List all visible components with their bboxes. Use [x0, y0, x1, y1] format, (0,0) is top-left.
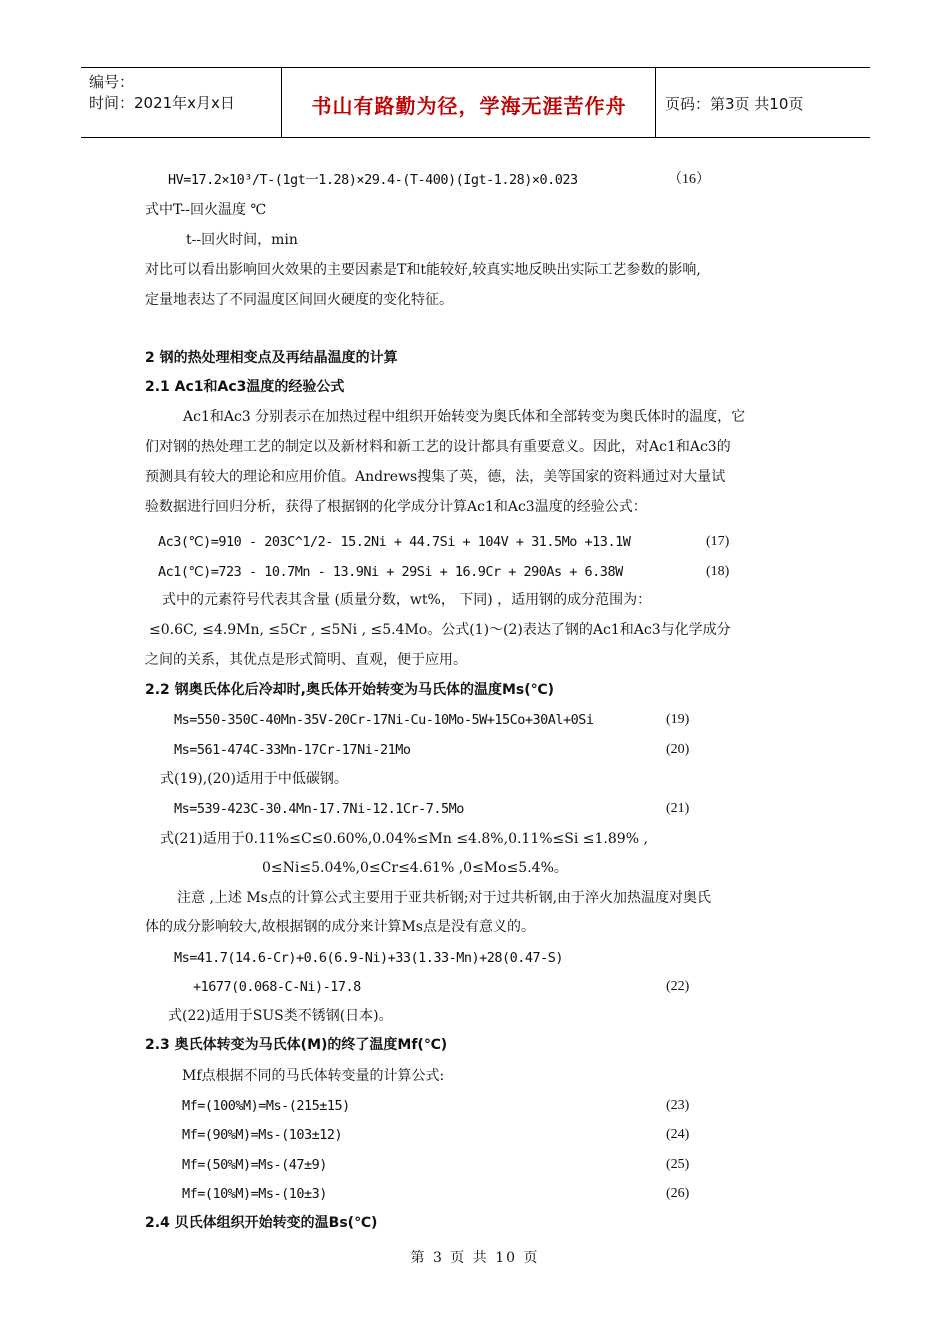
text-line: 式(22)适用于SUS类不锈钢(日本)。	[168, 1008, 393, 1024]
text-line: Mf点根据不同的马氏体转变量的计算公式:	[182, 1068, 445, 1084]
formula-17: Ac3(℃)=910 - 203C^1/2- 15.2Ni + 44.7Si + 104V + 31.5Mo +13.1W	[158, 534, 631, 550]
header-divider	[655, 68, 656, 137]
equation-number: (26)	[666, 1186, 690, 1201]
text-line: 对比可以看出影响回火效果的主要因素是T和t能较好,较真实地反映出实际工艺参数的影响,	[145, 262, 701, 278]
equation-number: (23)	[666, 1098, 690, 1113]
text-line: 式中T--回火温度 ℃	[145, 202, 267, 218]
text-line: Ac1和Ac3 分别表示在加热过程中组织开始转变为奥氏体和全部转变为奥氏体时的温度，它	[183, 409, 746, 425]
text-line: 式中的元素符号代表其含量 (质量分数，wt%， 下同) ，适用钢的成分范围为：	[162, 592, 652, 608]
formula-16: HV=17.2×10³/T-(1gt一1.28)×29.4-(T-400)(Igt-1.28)×0.023	[168, 172, 578, 188]
equation-number: (21)	[666, 801, 690, 816]
equation-number: (19)	[666, 712, 690, 727]
formula-22-continued: +1677(0.068-C-Ni)-17.8	[193, 979, 361, 995]
subsection-heading: 2.3 奥氏体转变为马氏体(M)的终了温度Mf(℃)	[145, 1037, 448, 1053]
text-line: 式(19),(20)适用于中低碳钢。	[160, 771, 348, 787]
equation-number: (18)	[706, 564, 730, 579]
equation-number: (22)	[666, 979, 690, 994]
text-line: 之间的关系，其优点是形式简明、直观，便于应用。	[145, 652, 467, 668]
subsection-heading: 2.2 钢奥氏体化后冷却时,奥氏体开始转变为马氏体的温度Ms(℃)	[145, 682, 555, 698]
formula-25: Mf=(50%M)=Ms-(47±9)	[182, 1157, 327, 1173]
equation-number: （16）	[668, 172, 710, 187]
formula-26: Mf=(10%M)=Ms-(10±3)	[182, 1186, 327, 1202]
page-header	[81, 67, 870, 138]
equation-number: (24)	[666, 1127, 690, 1142]
text-line: t--回火时间，min	[186, 232, 298, 248]
formula-24: Mf=(90%M)=Ms-(103±12)	[182, 1127, 343, 1143]
header-motto: 书山有路勤为径，学海无涯苦作舟	[311, 94, 627, 118]
formula-21: Ms=539-423C-30.4Mn-17.7Ni-12.1Cr-7.5Mo	[174, 801, 464, 817]
formula-19: Ms=550-350C-40Mn-35V-20Cr-17Ni-Cu-10Mo-5W+15Co+30Al+0Si	[174, 712, 594, 728]
formula-18: Ac1(℃)=723 - 10.7Mn - 13.9Ni + 29Si + 16.9Cr + 290As + 6.38W	[158, 564, 623, 580]
text-line: 预测具有较大的理论和应用价值。Andrews搜集了英，德，法，美等国家的资料通过对大量试	[145, 469, 726, 485]
page-footer: 第 3 页 共 10 页	[410, 1250, 540, 1266]
formula-23: Mf=(100%M)=Ms-(215±15)	[182, 1098, 350, 1114]
header-page-info: 页码：第3页 共10页	[665, 95, 804, 113]
subsection-heading: 2.1 Ac1和Ac3温度的经验公式	[145, 379, 345, 395]
section-heading: 2 钢的热处理相变点及再结晶温度的计算	[145, 350, 398, 366]
text-line: 0≤Ni≤5.04%,0≤Cr≤4.61% ,0≤Mo≤5.4%。	[262, 860, 568, 876]
text-line: 定量地表达了不同温度区间回火硬度的变化特征。	[145, 292, 453, 308]
header-meta	[89, 72, 279, 114]
text-line: 体的成分影响较大,故根据钢的成分来计算Ms点是没有意义的。	[145, 919, 535, 935]
subsection-heading: 2.4 贝氏体组织开始转变的温Bs(℃)	[145, 1215, 378, 1231]
text-line: 验数据进行回归分析，获得了根据钢的化学成分计算Ac1和Ac3温度的经验公式：	[145, 499, 647, 515]
document-date: 时间：2021年x月x日	[89, 94, 235, 112]
equation-number: (25)	[666, 1157, 690, 1172]
text-line: 式(21)适用于0.11%≤C≤0.60%,0.04%≤Mn ≤4.8%,0.11%≤Si ≤1.89% ,	[160, 831, 648, 847]
document-number-label: 编号：	[89, 73, 135, 91]
equation-number: (20)	[666, 742, 690, 757]
text-line: ≤0.6C, ≤4.9Mn, ≤5Cr , ≤5Ni , ≤5.4Mo。公式(1)～(2)表达了钢的Ac1和Ac3与化学成分	[149, 622, 731, 638]
equation-number: (17)	[706, 534, 730, 549]
formula-22: Ms=41.7(14.6-Cr)+0.6(6.9-Ni)+33(1.33-Mn)+28(0.47-S)	[174, 950, 564, 966]
text-line: 注意 ,上述 Ms点的计算公式主要用于亚共析钢;对于过共析钢,由于淬火加热温度对奥氏	[177, 890, 712, 906]
formula-20: Ms=561-474C-33Mn-17Cr-17Ni-21Mo	[174, 742, 411, 758]
header-divider	[281, 68, 282, 137]
text-line: 们对钢的热处理工艺的制定以及新材料和新工艺的设计都具有重要意义。因此，对Ac1和Ac3的	[145, 439, 731, 455]
